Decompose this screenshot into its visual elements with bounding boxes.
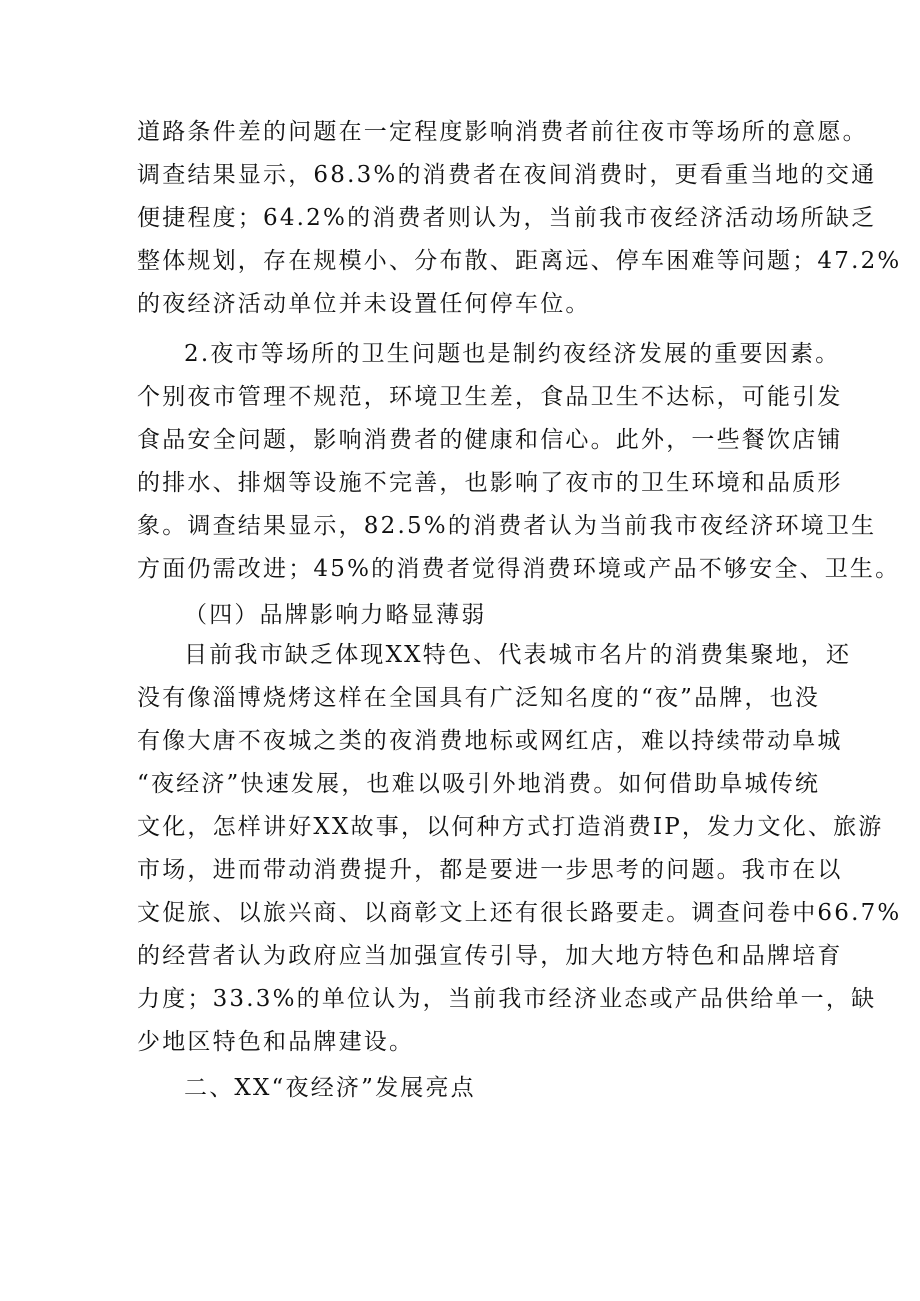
- body-text-line: 方面仍需改进；45%的消费者觉得消费环境或产品不够安全、卫生。: [137, 556, 901, 582]
- paragraph-start-line: 目前我市缺乏体现XX特色、代表城市名片的消费集聚地，还: [184, 642, 852, 668]
- body-text-line: 整体规划，存在规模小、分布散、距离远、停车困难等问题；47.2%: [137, 248, 902, 274]
- body-text-line: 调查结果显示，68.3%的消费者在夜间消费时，更看重当地的交通: [137, 162, 877, 188]
- chapter-heading: 二、XX“夜经济”发展亮点: [184, 1075, 476, 1101]
- body-text-line: 文化，怎样讲好XX故事，以何种方式打造消费IP，发力文化、旅游: [137, 814, 884, 840]
- body-text-line: 象。调查结果显示，82.5%的消费者认为当前我市夜经济环境卫生: [137, 513, 877, 539]
- body-text-line: 没有像淄博烧烤这样在全国具有广泛知名度的“夜”品牌，也没: [137, 685, 821, 711]
- body-text-line: 的排水、排烟等设施不完善，也影响了夜市的卫生环境和品质形: [137, 470, 843, 496]
- body-text-line: 食品安全问题，影响消费者的健康和信心。此外，一些餐饮店铺: [137, 427, 843, 453]
- body-text-line: 市场，进而带动消费提升，都是要进一步思考的问题。我市在以: [137, 857, 843, 883]
- body-text-line: 道路条件差的问题在一定程度影响消费者前往夜市等场所的意愿。: [137, 119, 868, 145]
- body-text-line: 有像大唐不夜城之类的夜消费地标或网红店，难以持续带动阜城: [137, 728, 843, 754]
- body-text-line: 的夜经济活动单位并未设置任何停车位。: [137, 291, 591, 317]
- paragraph-start-line: 2.夜市等场所的卫生问题也是制约夜经济发展的重要因素。: [184, 341, 841, 367]
- body-text-line: 便捷程度；64.2%的消费者则认为，当前我市夜经济活动场所缺乏: [137, 205, 877, 231]
- body-text-line: “夜经济”快速发展，也难以吸引外地消费。如何借助阜城传统: [137, 771, 821, 797]
- body-text-line: 力度；33.3%的单位认为，当前我市经济业态或产品供给单一，缺: [137, 986, 877, 1012]
- section-heading: （四）品牌影响力略显薄弱: [184, 602, 487, 628]
- body-text-line: 文促旅、以旅兴商、以商彰文上还有很长路要走。调查问卷中66.7%: [137, 900, 902, 926]
- body-text-line: 的经营者认为政府应当加强宣传引导，加大地方特色和品牌培育: [137, 943, 843, 969]
- body-text-line: 少地区特色和品牌建设。: [137, 1029, 415, 1055]
- body-text-line: 个别夜市管理不规范，环境卫生差，食品卫生不达标，可能引发: [137, 384, 843, 410]
